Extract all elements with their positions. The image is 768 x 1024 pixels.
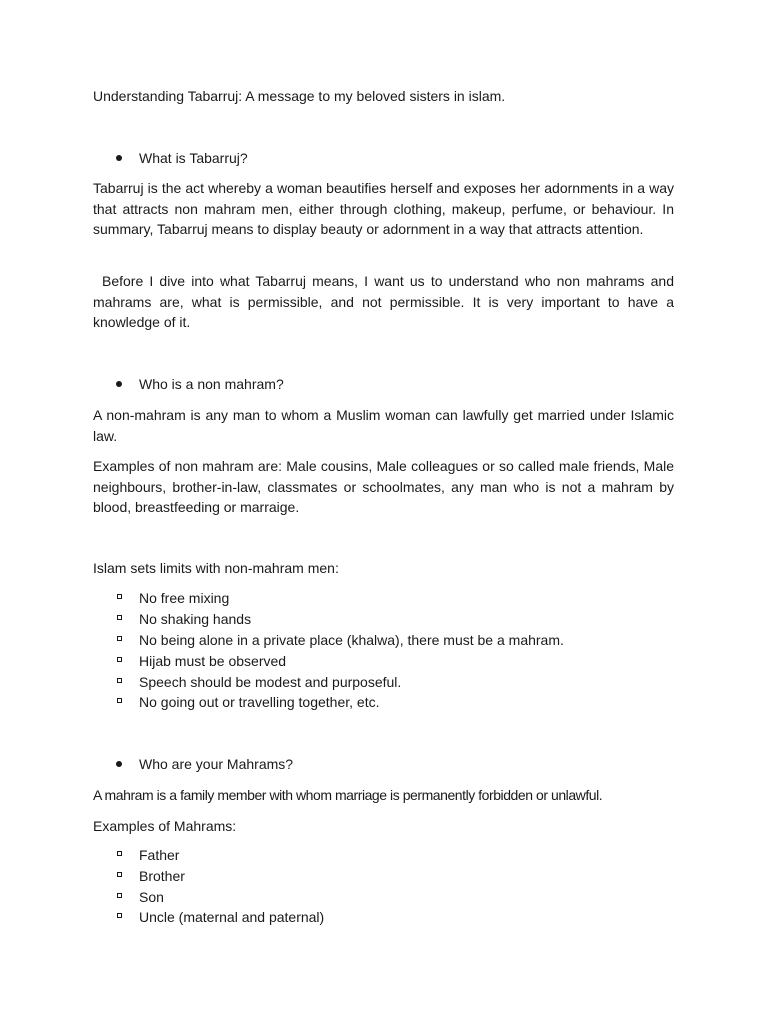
list-item: Speech should be modest and purposeful. <box>139 674 402 690</box>
list-item: Brother <box>139 868 185 884</box>
list-item: No being alone in a private place (khalwa), there must be a mahram. <box>139 632 564 648</box>
bullet-dot-icon <box>116 381 122 387</box>
square-bullet-icon <box>117 851 122 856</box>
paragraph-tabarruj-definition: Tabarruj is the act whereby a woman beautifies herself and exposes her adornments in a way that attracts non mahram men, either through clothing, makeup, perfume, or behaviour. In summary, Tabarruj means to display beauty or adornment in a way that attracts attention. <box>93 180 674 238</box>
mahram-examples-label: Examples of Mahrams: <box>93 818 237 834</box>
list-item: Father <box>139 847 180 863</box>
paragraph-before-i-dive: Before I dive into what Tabarruj means, I want us to understand who non mahrams and mahrams are, what is permissible, and not permissible. It is very important to have a knowledge of it. <box>93 273 674 331</box>
list-item: No going out or travelling together, etc. <box>139 694 380 710</box>
square-bullet-icon <box>117 913 122 918</box>
heading-what-is-tabarruj: What is Tabarruj? <box>139 150 248 166</box>
bullet-dot-icon <box>116 761 122 767</box>
list-item: Hijab must be observed <box>139 653 287 669</box>
square-bullet-icon <box>117 615 122 620</box>
list-item: No free mixing <box>139 590 230 606</box>
square-bullet-icon <box>117 678 122 683</box>
document-title: Understanding Tabarruj: A message to my beloved sisters in islam. <box>93 88 506 104</box>
list-item: Son <box>139 889 164 905</box>
heading-who-is-non-mahram: Who is a non mahram? <box>139 376 284 392</box>
square-bullet-icon <box>117 872 122 877</box>
square-bullet-icon <box>117 636 122 641</box>
paragraph-non-mahram-definition: A non-mahram is any man to whom a Muslim woman can lawfully get married under Islamic law. <box>93 407 674 444</box>
paragraph-mahram-definition: A mahram is a family member with whom marriage is permanently forbidden or unlawful. <box>93 787 603 803</box>
limits-intro: Islam sets limits with non-mahram men: <box>93 560 339 576</box>
paragraph-non-mahram-examples: Examples of non mahram are: Male cousins, Male colleagues or so called male friends, Male neighbours, brother-in-law, classmates or schoolmates, any man who is not a mahram by blood, breastfeeding or marraige. <box>93 458 674 516</box>
square-bullet-icon <box>117 893 122 898</box>
list-item: No shaking hands <box>139 611 252 627</box>
square-bullet-icon <box>117 698 122 703</box>
list-item: Uncle (maternal and paternal) <box>139 909 325 925</box>
square-bullet-icon <box>117 657 122 662</box>
bullet-dot-icon <box>116 155 122 161</box>
square-bullet-icon <box>117 594 122 599</box>
heading-who-are-mahrams: Who are your Mahrams? <box>139 756 294 772</box>
